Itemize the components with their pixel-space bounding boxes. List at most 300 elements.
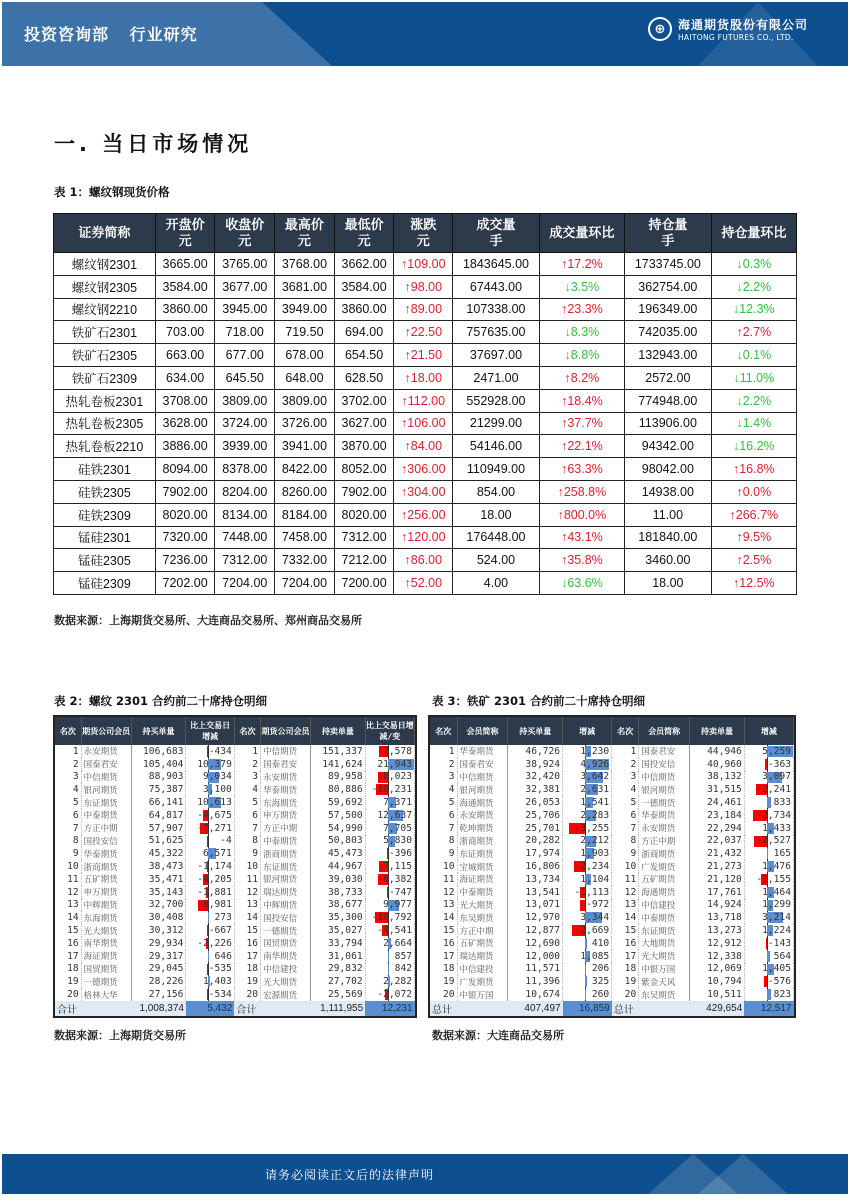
volume-cell: 22,294 [690, 822, 745, 835]
change-cell [744, 988, 793, 1001]
table-cell: ↑266.7% [711, 503, 796, 526]
table-cell: ↑21.50 [394, 344, 453, 367]
column-header: 持买单量 [131, 717, 186, 745]
change-cell [563, 758, 612, 771]
change-value: -434 [208, 745, 232, 757]
volume-cell: 12,338 [690, 950, 745, 963]
change-value: -396 [388, 848, 412, 860]
rank-cell: 5 [612, 796, 639, 809]
change-cell [365, 963, 414, 976]
table-cell: ↑63.3% [539, 458, 624, 481]
total-label: 合计 [234, 1001, 310, 1016]
volume-cell: 12,069 [690, 963, 745, 976]
table-cell: 110949.00 [453, 458, 540, 481]
change-data-bar [585, 976, 587, 987]
table1-caption: 表 1：螺纹钢现货价格 [54, 185, 170, 199]
member-name-cell: 中信期货 [639, 771, 690, 784]
table-cell: 3870.00 [334, 435, 394, 458]
change-value: 1,085 [580, 950, 610, 962]
table-row [55, 937, 415, 950]
change-cell [744, 911, 793, 924]
volume-cell: 64,817 [131, 809, 186, 822]
change-value: -4,205 [197, 873, 232, 885]
change-cell [365, 796, 414, 809]
rank-cell: 15 [234, 924, 260, 937]
total-row [430, 1001, 794, 1016]
table-cell: 7312.00 [334, 526, 394, 549]
long-total: 1,008,374 [131, 1001, 186, 1016]
volume-cell: 44,946 [690, 745, 745, 758]
table-cell: 11.00 [625, 503, 712, 526]
member-name-cell: 方正中期 [457, 924, 508, 937]
volume-cell: 29,934 [131, 937, 186, 950]
change-value: 325 [591, 976, 610, 988]
change-cell [563, 835, 612, 848]
column-header-label: 成交量环比 [549, 225, 615, 240]
change-value: 5,830 [383, 835, 412, 847]
table-cell: 7204.00 [215, 572, 275, 595]
table-cell: 8020.00 [334, 503, 394, 526]
change-value: -363 [767, 758, 791, 770]
volume-cell: 57,500 [311, 809, 366, 822]
column-header: 会员简称 [639, 717, 690, 745]
table-row [430, 758, 794, 771]
table-cell: 螺纹钢2305 [54, 275, 156, 298]
change-value: 2,283 [580, 809, 610, 821]
table-cell: 645.50 [215, 366, 275, 389]
member-name-cell: 方正中期 [261, 822, 311, 835]
rank-cell: 12 [55, 886, 81, 899]
table-row [430, 911, 794, 924]
column-header: 名次 [55, 717, 81, 745]
change-cell [744, 873, 793, 886]
change-cell [186, 975, 234, 988]
column-header: 名次 [234, 717, 260, 745]
volume-cell: 13,734 [508, 873, 563, 886]
member-name-cell: 国贸期货 [81, 963, 131, 976]
change-value: 12,637 [377, 809, 412, 821]
rank-cell: 5 [234, 796, 260, 809]
member-name-cell: 海证期货 [81, 950, 131, 963]
change-cell [563, 860, 612, 873]
rank-cell: 6 [234, 809, 260, 822]
volume-cell: 141,624 [311, 758, 366, 771]
member-name-cell: 宝城期货 [457, 860, 508, 873]
table-cell: ↑256.00 [394, 503, 453, 526]
rank-cell: 3 [612, 771, 639, 784]
change-value: 1,224 [762, 925, 791, 937]
table-cell: ↓16.2% [711, 435, 796, 458]
member-name-cell: 光大期货 [261, 975, 311, 988]
volume-cell: 28,226 [131, 975, 186, 988]
rank-cell: 18 [55, 963, 81, 976]
member-name-cell: 申万期货 [81, 886, 131, 899]
change-value: -7,271 [197, 822, 232, 834]
change-value: -8,981 [197, 899, 232, 911]
table-cell: ↑0.0% [711, 480, 796, 503]
change-value: 410 [591, 937, 610, 949]
member-name-cell: 中信建投 [457, 963, 508, 976]
volume-cell: 12,912 [690, 937, 745, 950]
change-value: 7,705 [383, 822, 412, 834]
table-cell: 8184.00 [275, 503, 335, 526]
volume-cell: 75,387 [131, 783, 186, 796]
member-name-cell: 浙商期货 [457, 835, 508, 848]
table-row [54, 526, 797, 549]
table-row [430, 771, 794, 784]
table-row [55, 873, 415, 886]
table-row [54, 366, 797, 389]
column-header-unit: 元 [178, 233, 192, 248]
table-row [55, 899, 415, 912]
legal-notice: 请务必阅读正文后的法律声明 [265, 1168, 435, 1182]
volume-cell: 10,511 [690, 988, 745, 1001]
table-cell: 3809.00 [215, 389, 275, 412]
rank-cell: 1 [55, 745, 81, 758]
volume-cell: 33,794 [311, 937, 366, 950]
column-header-unit: 元 [416, 233, 430, 248]
table-row [430, 745, 794, 758]
table-cell: 3726.00 [275, 412, 335, 435]
rank-cell: 6 [430, 809, 457, 822]
table-cell: 718.00 [215, 321, 275, 344]
table-cell: 硅铁2309 [54, 503, 156, 526]
table-cell: ↓1.4% [711, 412, 796, 435]
table-cell: 719.50 [275, 321, 335, 344]
spot-price-table [53, 213, 797, 595]
change-cell [563, 899, 612, 912]
table-cell: ↑2.7% [711, 321, 796, 344]
change-value: 206 [591, 963, 610, 975]
volume-cell: 46,726 [508, 745, 563, 758]
change-data-bar [580, 900, 585, 911]
rank-cell: 8 [55, 835, 81, 848]
table-row [430, 835, 794, 848]
volume-cell: 12,690 [508, 937, 563, 950]
volume-cell: 39,030 [311, 873, 366, 886]
table-cell: ↑43.1% [539, 526, 624, 549]
table-cell: 3584.00 [155, 275, 215, 298]
change-cell [365, 745, 414, 758]
change-value: -3,255 [574, 822, 610, 834]
member-name-cell: 五矿期货 [639, 873, 690, 886]
column-header: 持卖单量 [690, 717, 745, 745]
change-cell [186, 937, 234, 950]
volume-cell: 29,832 [311, 963, 366, 976]
change-data-bar [387, 848, 388, 859]
member-name-cell: 永安期货 [81, 745, 131, 758]
table-cell: 3809.00 [275, 389, 335, 412]
volume-cell: 38,132 [690, 771, 745, 784]
volume-cell: 29,045 [131, 963, 186, 976]
change-value: 10,613 [197, 797, 232, 809]
volume-cell: 57,907 [131, 822, 186, 835]
table-row [55, 771, 415, 784]
change-cell [744, 975, 793, 988]
table-cell: 3460.00 [625, 549, 712, 572]
rank-cell: 17 [430, 950, 457, 963]
table-cell: 7204.00 [275, 572, 335, 595]
table-cell: 7200.00 [334, 572, 394, 595]
volume-cell: 21,273 [690, 860, 745, 873]
table-cell: 854.00 [453, 480, 540, 503]
table-cell: ↑18.00 [394, 366, 453, 389]
table-cell: 7448.00 [215, 526, 275, 549]
rank-cell: 14 [430, 911, 457, 924]
member-name-cell: 中信建投 [261, 963, 311, 976]
change-cell [563, 822, 612, 835]
total-label: 总计 [612, 1001, 690, 1016]
member-name-cell: 光大期货 [457, 899, 508, 912]
table-cell: 552928.00 [453, 389, 540, 412]
rank-cell: 8 [234, 835, 260, 848]
table-cell: 铁矿石2305 [54, 344, 156, 367]
rank-cell: 9 [55, 847, 81, 860]
change-cell [744, 847, 793, 860]
rank-cell: 19 [612, 975, 639, 988]
change-cell [563, 975, 612, 988]
table-row [54, 549, 797, 572]
member-name-cell: 中信期货 [261, 745, 311, 758]
change-cell [186, 835, 234, 848]
table-cell: 54146.00 [453, 435, 540, 458]
rank-cell: 13 [430, 899, 457, 912]
volume-cell: 24,461 [690, 796, 745, 809]
table-cell: 14938.00 [625, 480, 712, 503]
table-cell: 362754.00 [625, 275, 712, 298]
table-cell: ↓12.3% [711, 298, 796, 321]
table-cell: 1733745.00 [625, 253, 712, 276]
table-row [55, 847, 415, 860]
table-cell: 7320.00 [155, 526, 215, 549]
short-total: 429,654 [690, 1001, 745, 1016]
change-value: -2,072 [377, 989, 412, 1001]
rank-cell: 16 [234, 937, 260, 950]
volume-cell: 10,674 [508, 988, 563, 1001]
change-cell [563, 886, 612, 899]
table-row [430, 860, 794, 873]
rank-cell: 16 [55, 937, 81, 950]
member-name-cell: 中信期货 [457, 771, 508, 784]
member-name-cell: 中泰期货 [261, 835, 311, 848]
volume-cell: 27,156 [131, 988, 186, 1001]
table-cell: 107338.00 [453, 298, 540, 321]
rank-cell: 12 [234, 886, 260, 899]
rank-cell: 7 [55, 822, 81, 835]
table-cell: 3665.00 [155, 253, 215, 276]
table-cell: 螺纹钢2210 [54, 298, 156, 321]
rank-cell: 11 [234, 873, 260, 886]
table-cell: ↑9.5% [711, 526, 796, 549]
table-cell: 8052.00 [334, 458, 394, 481]
table-cell: ↑112.00 [394, 389, 453, 412]
change-value: -10,792 [371, 912, 412, 924]
table-cell: ↑22.50 [394, 321, 453, 344]
member-name-cell: 紫金天风 [639, 975, 690, 988]
member-name-cell: 华泰期货 [457, 745, 508, 758]
table-row [430, 847, 794, 860]
table-row [54, 480, 797, 503]
table-cell: 锰硅2301 [54, 526, 156, 549]
rank-cell: 11 [612, 873, 639, 886]
table-cell: 2471.00 [453, 366, 540, 389]
member-name-cell: 中信建投 [639, 899, 690, 912]
change-cell [186, 873, 234, 886]
member-name-cell: 永安期货 [639, 822, 690, 835]
table-cell: 4.00 [453, 572, 540, 595]
table-cell: ↑109.00 [394, 253, 453, 276]
volume-cell: 38,473 [131, 860, 186, 873]
table-row [430, 886, 794, 899]
table-cell: 3860.00 [334, 298, 394, 321]
table-row [55, 822, 415, 835]
table-cell: 3724.00 [215, 412, 275, 435]
change-value: 646 [214, 950, 232, 962]
column-header: 比上交易日增减 [186, 717, 234, 745]
table-row [54, 253, 797, 276]
change-value: -1,155 [756, 873, 791, 885]
table-cell: 98042.00 [625, 458, 712, 481]
volume-cell: 45,473 [311, 847, 366, 860]
table-cell: ↑800.0% [539, 503, 624, 526]
change-value: 833 [773, 797, 791, 809]
volume-cell: 44,967 [311, 860, 366, 873]
change-cell [744, 924, 793, 937]
volume-cell: 32,700 [131, 899, 186, 912]
long-total-change: 5,432 [186, 1001, 234, 1016]
change-value: 2,631 [580, 784, 610, 796]
rank-cell: 15 [612, 924, 639, 937]
short-total: 1,111,955 [311, 1001, 366, 1016]
member-name-cell: 东证期货 [81, 796, 131, 809]
member-name-cell: 广发期货 [457, 975, 508, 988]
volume-cell: 30,312 [131, 924, 186, 937]
table-cell: 94342.00 [625, 435, 712, 458]
change-data-bar [208, 912, 209, 923]
rank-cell: 11 [55, 873, 81, 886]
member-name-cell: 海通期货 [639, 886, 690, 899]
rank-cell: 16 [612, 937, 639, 950]
change-cell [563, 809, 612, 822]
volume-cell: 23,184 [690, 809, 745, 822]
table-row [54, 412, 797, 435]
long-total: 407,497 [508, 1001, 563, 1016]
member-name-cell: 光大期货 [639, 950, 690, 963]
rank-cell: 2 [612, 758, 639, 771]
iron-ore-positions-table [428, 715, 796, 1018]
column-header: 期货公司会员 [81, 717, 131, 745]
total-label: 合计 [55, 1001, 131, 1016]
rank-cell: 2 [430, 758, 457, 771]
volume-cell: 35,143 [131, 886, 186, 899]
change-value: 6,571 [202, 848, 232, 860]
change-value: 4,926 [580, 758, 610, 770]
change-cell [744, 796, 793, 809]
rank-cell: 8 [430, 835, 457, 848]
change-cell [744, 963, 793, 976]
member-name-cell: 中信期货 [81, 771, 131, 784]
total-row [55, 1001, 415, 1016]
table-cell: ↓2.2% [711, 275, 796, 298]
column-header-label: 证券简称 [78, 225, 131, 240]
volume-cell: 13,718 [690, 911, 745, 924]
volume-cell: 13,273 [690, 924, 745, 937]
rank-cell: 19 [430, 975, 457, 988]
volume-cell: 17,761 [690, 886, 745, 899]
change-data-bar [766, 938, 767, 949]
member-name-cell: 国泰君安 [261, 758, 311, 771]
table-cell: 3702.00 [334, 389, 394, 412]
rank-cell: 17 [234, 950, 260, 963]
rank-cell: 20 [430, 988, 457, 1001]
table-cell: 7902.00 [334, 480, 394, 503]
table2-source: 数据来源：上海期货交易所 [54, 1029, 186, 1042]
table-row [430, 924, 794, 937]
change-cell [186, 899, 234, 912]
volume-cell: 11,396 [508, 975, 563, 988]
change-value: -535 [208, 963, 232, 975]
header-title [24, 22, 212, 45]
change-value: 564 [773, 950, 791, 962]
column-header-label: 持仓量环比 [721, 225, 787, 240]
table-cell: 3765.00 [215, 253, 275, 276]
column-header [539, 214, 624, 253]
rank-cell: 18 [430, 963, 457, 976]
rank-cell: 13 [55, 899, 81, 912]
volume-cell: 27,702 [311, 975, 366, 988]
rank-cell: 4 [612, 783, 639, 796]
table-cell: ↑35.8% [539, 549, 624, 572]
table-cell: 8260.00 [275, 480, 335, 503]
column-header-label: 收盘价 [225, 217, 265, 232]
column-header [334, 214, 394, 253]
table-cell: 铁矿石2309 [54, 366, 156, 389]
change-data-bar [585, 989, 586, 1000]
member-name-cell: 申万期货 [261, 809, 311, 822]
change-value: -143 [767, 937, 791, 949]
table-cell: 热轧卷板2305 [54, 412, 156, 435]
table-row [55, 886, 415, 899]
table-cell: 677.00 [215, 344, 275, 367]
rank-cell: 9 [430, 847, 457, 860]
table-row [54, 344, 797, 367]
table-cell: 热轧卷板2210 [54, 435, 156, 458]
member-name-cell: 国泰君安 [639, 745, 690, 758]
rank-cell: 12 [430, 886, 457, 899]
change-value: 3,214 [762, 912, 791, 924]
change-cell [744, 745, 793, 758]
column-header: 持买单量 [508, 717, 563, 745]
change-data-bar [767, 989, 771, 1000]
change-cell [744, 822, 793, 835]
change-cell [563, 937, 612, 950]
volume-cell: 38,924 [508, 758, 563, 771]
change-value: 3,642 [580, 771, 610, 783]
member-name-cell: 中银万国 [639, 963, 690, 976]
member-name-cell: 一德期货 [261, 924, 311, 937]
rank-cell: 6 [612, 809, 639, 822]
table-row [55, 745, 415, 758]
column-header-label: 涨跌 [410, 217, 437, 232]
table-cell: 1843645.00 [453, 253, 540, 276]
change-value: -2,669 [574, 925, 610, 937]
change-cell [186, 860, 234, 873]
table-cell: ↑12.5% [711, 572, 796, 595]
change-cell [563, 847, 612, 860]
table-row [54, 458, 797, 481]
change-cell [365, 899, 414, 912]
rank-cell: 13 [234, 899, 260, 912]
